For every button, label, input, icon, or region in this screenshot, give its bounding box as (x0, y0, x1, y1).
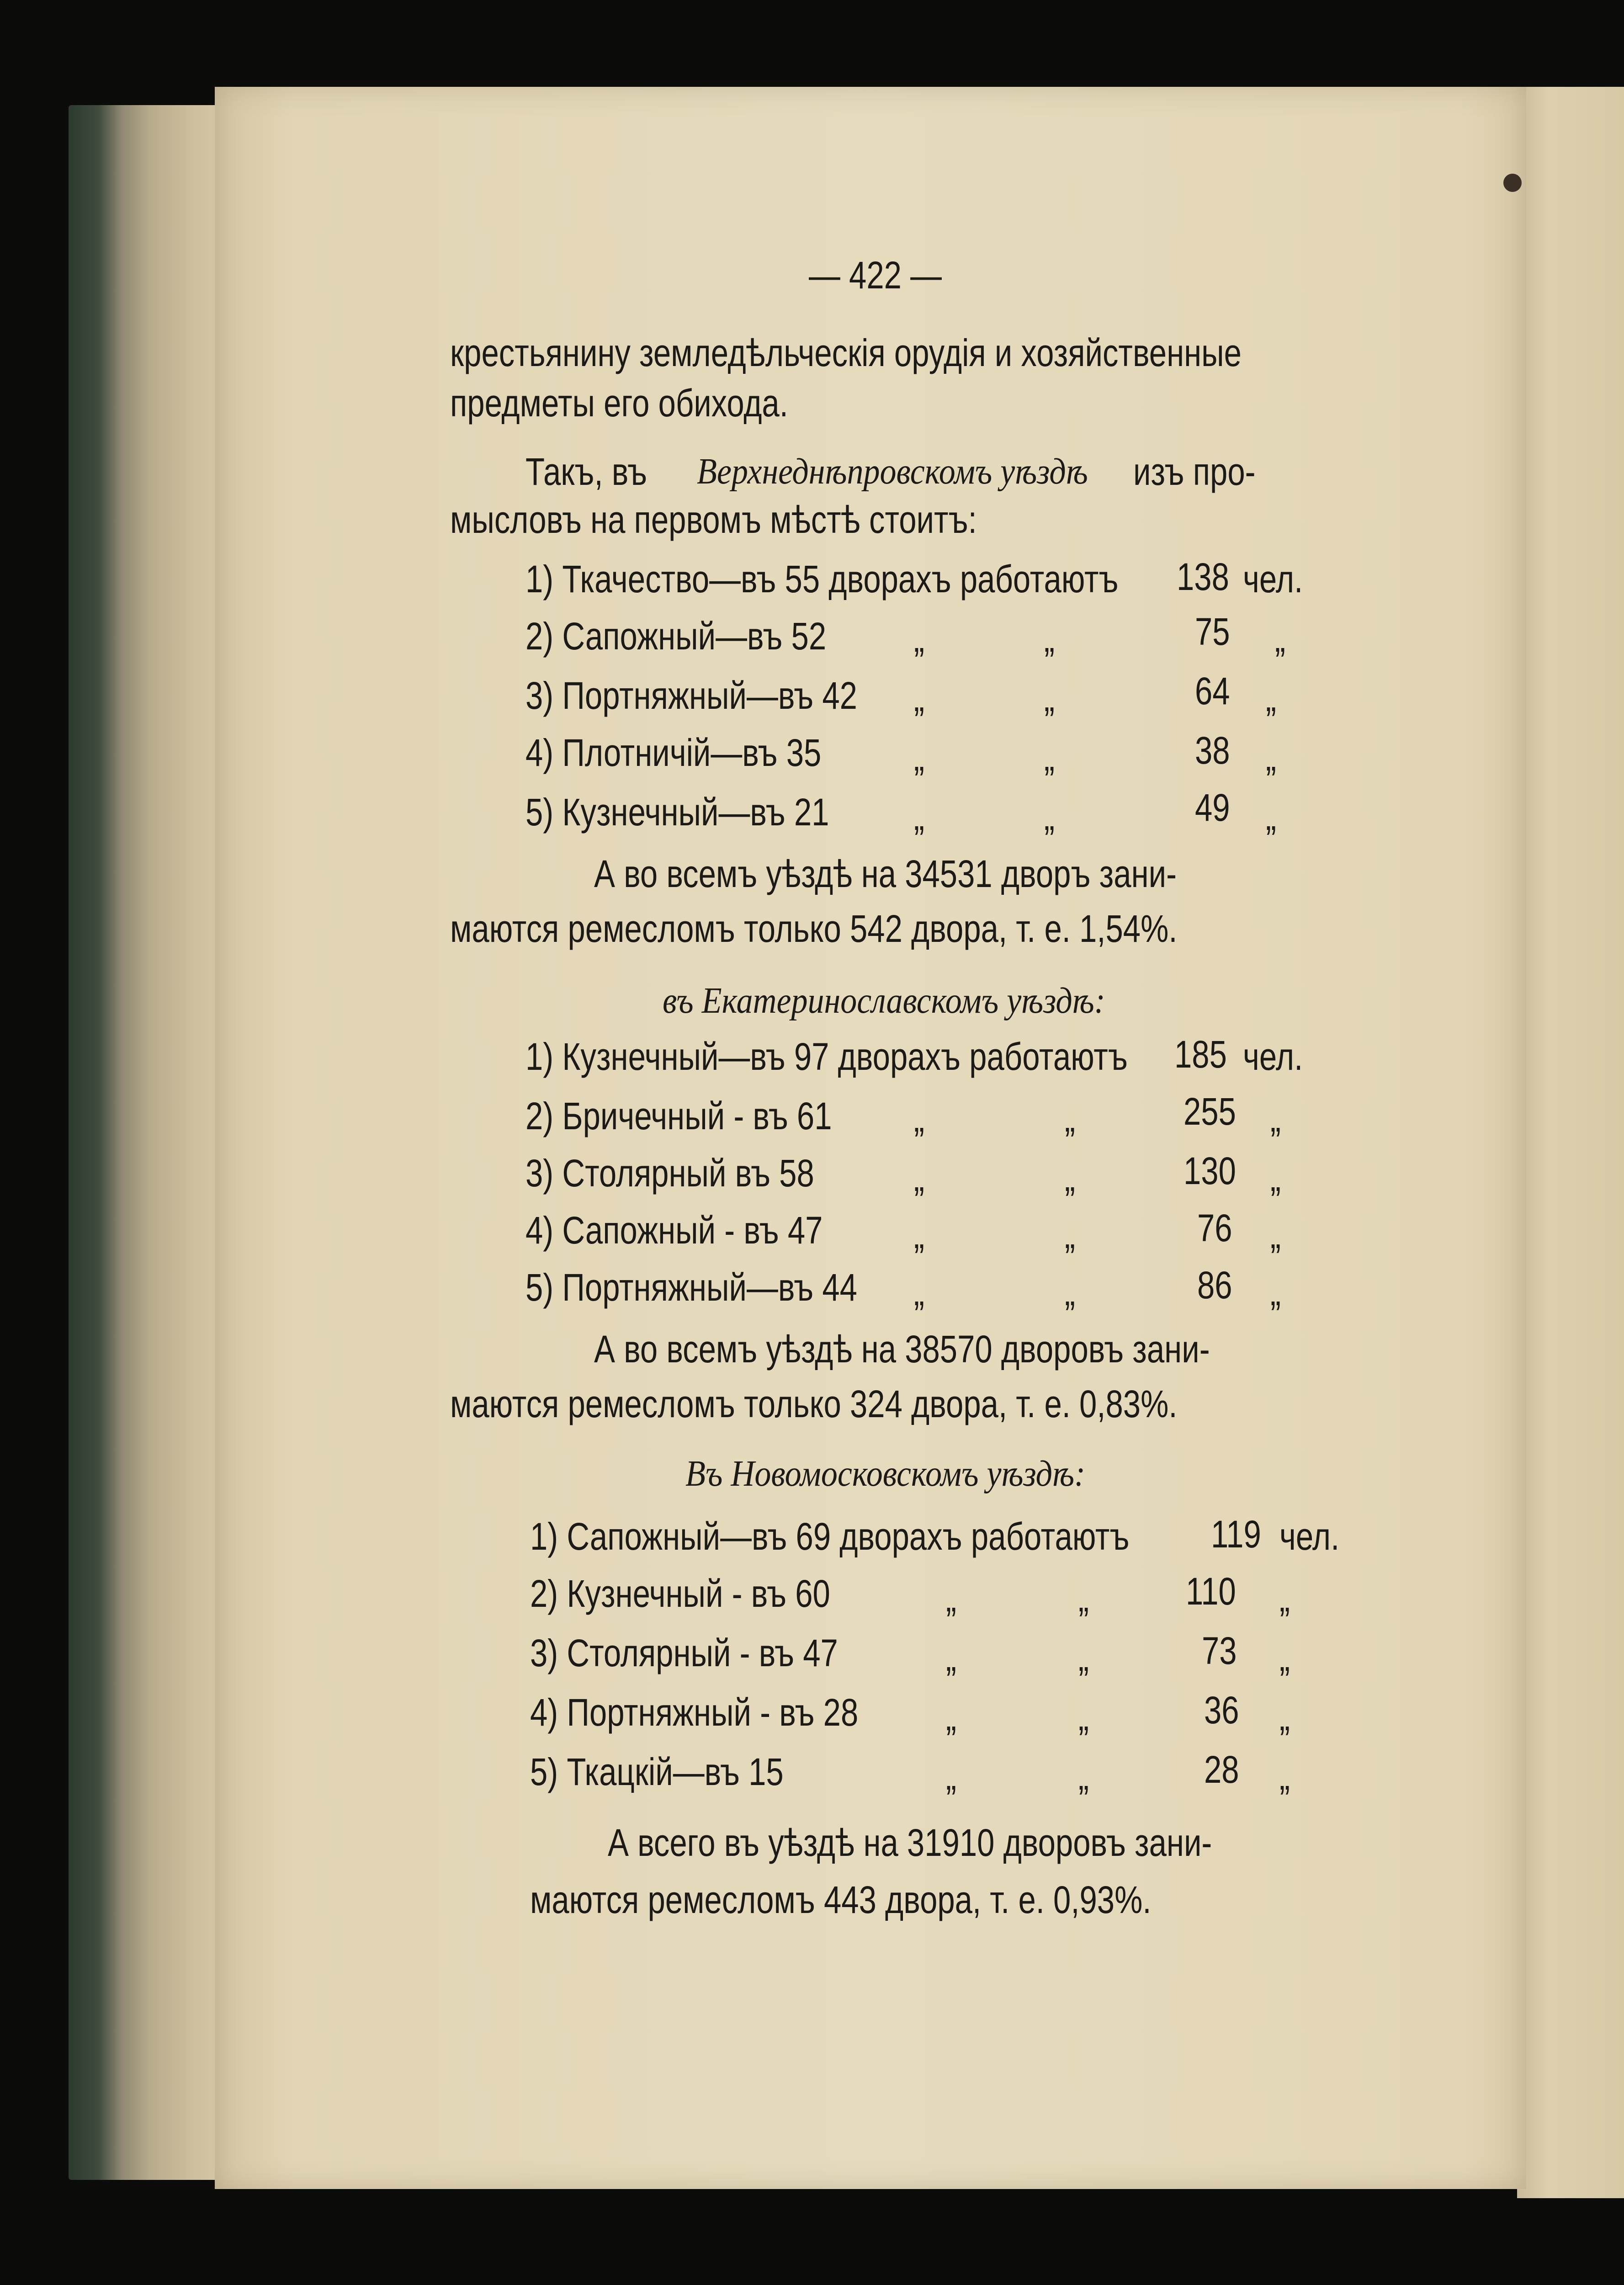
section2-row-2-q2: „ (1065, 1097, 1075, 1140)
section1-row-4-num: 38 (1195, 729, 1230, 772)
section2-row-2-q1: „ (914, 1097, 924, 1140)
section3-row-4-unit: „ (1279, 1695, 1290, 1738)
section2-summary-1: А во всемъ уѣздѣ на 38570 дворовъ зани- (594, 1328, 1210, 1371)
section1-row-2-q1: „ (914, 617, 924, 660)
section2-row-2-unit: „ (1270, 1097, 1281, 1140)
section2-row-5-q2: „ (1065, 1270, 1075, 1313)
section2-row-4-unit: „ (1270, 1213, 1281, 1256)
section2-row-5-unit: „ (1270, 1270, 1281, 1313)
section1-lead-pre: Такъ, въ (525, 450, 647, 493)
section1-lead-post: изъ про- (1133, 450, 1256, 493)
section2-row-3-label: 3) Столярный въ 58 (525, 1152, 814, 1195)
section2-row-5-num: 86 (1197, 1264, 1232, 1307)
section2-row-3-unit: „ (1270, 1156, 1281, 1199)
section3-row-4-label: 4) Портняжный - въ 28 (530, 1691, 859, 1734)
section3-row-4-q2: „ (1078, 1695, 1089, 1738)
section2-row-5-q1: „ (914, 1270, 924, 1313)
section3-row-5-unit: „ (1279, 1755, 1290, 1798)
section2-row-4-num: 76 (1197, 1206, 1232, 1249)
section1-row-5-unit: „ (1266, 795, 1276, 838)
section2-heading: въ Екатеринославскомъ уѣздѣ: (663, 981, 1105, 1021)
section3-row-2-q2: „ (1078, 1577, 1089, 1620)
section2-row-4-q1: „ (914, 1213, 924, 1256)
section3-row-3-unit: „ (1279, 1636, 1290, 1679)
section1-summary-1: А во всемъ уѣздѣ на 34531 дворъ зани- (594, 852, 1177, 895)
section2-row-3-q2: „ (1065, 1156, 1075, 1199)
section1-row-2-label: 2) Сапожный—въ 52 (525, 615, 827, 658)
section1-row-4-label: 4) Плотничій—въ 35 (525, 731, 822, 774)
facing-page-edge (1517, 87, 1624, 2198)
section1-row-1-num: 138 (1177, 555, 1229, 598)
section3-row-5-label: 5) Ткацкій—въ 15 (530, 1750, 784, 1793)
section2-row-4-label: 4) Сапожный - въ 47 (525, 1209, 823, 1252)
section1-row-1-label: 1) Ткачество—въ 55 дворахъ работаютъ (525, 558, 1119, 600)
section2-row-1-label: 1) Кузнечный—въ 97 дворахъ работаютъ (525, 1035, 1128, 1078)
section3-row-3-q2: „ (1078, 1636, 1089, 1679)
section1-row-3-unit: „ (1266, 676, 1276, 719)
section1-row-3-num: 64 (1195, 670, 1230, 712)
section3-row-5-q2: „ (1078, 1755, 1089, 1798)
section3-heading: Въ Новомосковскомъ уѣздѣ: (685, 1454, 1086, 1494)
section2-row-3-num: 130 (1184, 1149, 1236, 1192)
section3-row-1-label: 1) Сапожный—въ 69 дворахъ работаютъ (530, 1515, 1130, 1558)
section3-row-4-q1: „ (946, 1695, 956, 1738)
section1-summary-2: маются ремесломъ только 542 двора, т. е. 1,54%. (450, 907, 1178, 950)
section1-row-4-q1: „ (914, 736, 924, 779)
section3-row-1-unit: чел. (1279, 1515, 1340, 1558)
section2-row-5-label: 5) Портняжный—въ 44 (525, 1266, 857, 1309)
section3-row-2-label: 2) Кузнечный - въ 60 (530, 1572, 830, 1615)
section1-row-5-label: 5) Кузнечный—въ 21 (525, 791, 829, 834)
section3-summary-1: А всего въ уѣздѣ на 31910 дворовъ зани- (608, 1821, 1212, 1864)
section2-row-4-q2: „ (1065, 1213, 1075, 1256)
section1-row-4-unit: „ (1266, 736, 1276, 779)
section1-row-5-num: 49 (1195, 786, 1230, 829)
intro-line-1: крестьянину земледѣльческія орудія и хозяйственные (450, 331, 1242, 374)
ink-stain (1503, 174, 1522, 192)
intro-line-2: предметы его обихода. (450, 382, 788, 425)
book-page (215, 87, 1526, 2189)
section3-summary-2: маются ремесломъ 443 двора, т. е. 0,93%. (530, 1878, 1152, 1921)
section2-row-1-unit: чел. (1243, 1035, 1303, 1078)
section3-row-4-num: 36 (1204, 1689, 1239, 1732)
section1-row-3-label: 3) Портняжный—въ 42 (525, 674, 857, 717)
section3-row-3-label: 3) Столярный - въ 47 (530, 1631, 838, 1674)
page-number: — 422 — (809, 254, 942, 297)
section3-row-2-num: 110 (1186, 1570, 1236, 1613)
section1-row-2-num: 75 (1195, 610, 1230, 653)
section1-lead-line2: мысловъ на первомъ мѣстѣ стоитъ: (450, 498, 977, 541)
section1-row-4-q2: „ (1044, 736, 1055, 779)
section1-place: Верхнеднѣпровскомъ уѣздѣ (697, 452, 1088, 492)
book-page-edges (69, 105, 233, 2180)
section3-row-5-num: 28 (1204, 1748, 1239, 1791)
section2-row-3-q1: „ (914, 1156, 924, 1199)
section2-summary-2: маются ремесломъ только 324 двора, т. е. 0,83%. (450, 1382, 1178, 1425)
section1-row-5-q1: „ (914, 795, 924, 838)
section3-row-1-num: 119 (1211, 1513, 1261, 1556)
section3-row-3-num: 73 (1202, 1629, 1237, 1672)
section3-row-2-q1: „ (946, 1577, 956, 1620)
section3-row-5-q1: „ (946, 1755, 956, 1798)
section2-row-2-label: 2) Бричечный - въ 61 (525, 1095, 832, 1137)
section1-row-2-unit: „ (1275, 617, 1285, 660)
section1-row-1-unit: чел. (1243, 558, 1303, 600)
section1-row-3-q2: „ (1044, 676, 1055, 719)
section3-row-3-q1: „ (946, 1636, 956, 1679)
section2-row-2-num: 255 (1184, 1090, 1236, 1133)
section3-row-2-unit: „ (1279, 1577, 1290, 1620)
section1-row-2-q2: „ (1044, 617, 1055, 660)
section2-row-1-num: 185 (1174, 1033, 1227, 1076)
section1-row-3-q1: „ (914, 676, 924, 719)
section1-row-5-q2: „ (1044, 795, 1055, 838)
